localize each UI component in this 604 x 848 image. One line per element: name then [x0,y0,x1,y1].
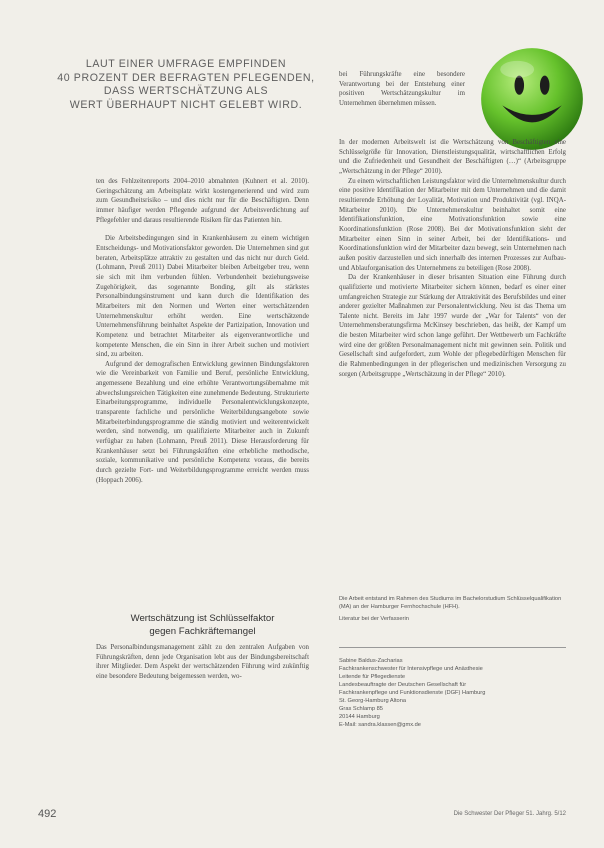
address-line: Landesbeauftragte der Deutschen Gesellschaft für [339,682,467,688]
address-line: Leitende für Pflegedienste [339,674,406,680]
address-line: Sabine Baldus-Zacharias [339,658,403,664]
left-column-lower [96,643,309,682]
pull-quote-line: DASS WERTSCHÄTZUNG ALS [103,85,269,98]
right-column [339,138,566,379]
paragraph: In der modernen Arbeitswelt ist die Wertschätzung von Beschäftigten eine Schlüsselgröße für Innovation, Dienstleistungsqualität, wirtschaftlichen Erfolg und die Zufriedenheit und Gesundheit der Beschäftigten (…)“ (Arbeitsgruppe „Wertschätzung in der Pflege“ 2010). [339,139,566,175]
paragraph: ten des Fehlzeitenreports 2004–2010 abmahnten (Kuhnert et al. 2010). Geringschätzung am Arbeitsplatz wirkt kostengenerierend und wird zum zum Gesundheitsrisiko – und dies nicht nur für die Beschäftigten. Denn immer häufiger werden Pflegende aufgrund der Arbeitsverdichtung auf Pflegefehler und daraus resultierende Risiken für das Patienten hin. [96,178,309,224]
address-line: Fachkrankenpflege und Funktionsdienste (DGF) Hamburg [339,690,486,696]
pull-quote-line: 40 PROZENT DER BEFRAGTEN PFLEGENDEN, [57,71,315,84]
running-footer: Die Schwester Der Pfleger 51. Jahrg. 5/12 [453,811,566,817]
address-email: E-Mail: sandra.klassen@gmx.de [339,722,421,728]
address-line: St. Georg-Hamburg Altona [339,698,407,704]
smiley-face-icon [479,46,585,152]
paragraph: Zu einem wirtschaftlichen Leistungsfaktor wird die Unternehmenskultur durch eine positive Identifikation der Mitarbeiter mit dem Unternehmen und die damit resultierende Erhöhung der Loyalität, Motivation und Produktivität (vgl. INQA-Mitarbeiter 2010). Die Unternehmenskultur beinhaltet somit eine Identifikationsfunktion, eine Motivationsfunktion sowie eine Koordinationsfunktion (Rose 2008). Bei der Motivationsfunktion sieht der Mitarbeiter einen Sinn in seiner Arbeit, bei der Identifikations- und Koordinationsfunktion wird der Mitarbeiter dazu bewegt, sein Unternehmen nach außen positiv darzustellen und sich innerhalb des internen Prozesses zur Aufbau- und Ablauforganisation des Unternehmens zu beteiligen (Rose 2008). [339,177,566,272]
literature-note: Literatur bei der Verfasserin [339,616,409,622]
right-column-top [339,70,465,109]
pull-quote [38,58,334,112]
address-line: 20144 Hamburg [339,714,380,720]
address-line: Fachkrankenschwester für Intensivpflege und Anästhesie [339,666,483,672]
pull-quote-line: WERT ÜBERHAUPT NICHT GELEBT WIRD. [69,98,303,111]
section-heading-line: gegen Fachkräftemangel [149,625,256,637]
author-address [339,657,566,729]
paragraph: Die Arbeitsbedingungen sind in Krankenhäusern zu einem wichtigen Entscheidungs- und Motivationsfaktor geworden. Die Unternehmen sind gut beraten, Arbeitsplätze attraktiv zu gestalten und das nicht nur durch Geld. (Lohmann, Preuß 2011) Dabei Mitarbeiter bleiben Arbeitgeber treu, wenn sie sich mit ihm verbunden fühlen. Verbundenheit beziehungsweise Zugehörigkeit, das sogenannte Bonding, gilt als stärkstes Personalbindungsinstrument und kann durch die Identifikation des Mitarbeiters mit den Normen und Werten einer wertschätzenden Unternehmenskultur erhöht werden. Eine wertschätzende Unternehmensführung beinhaltet Aspekte der Partizipation, Innovation und Kompetenz und betrachtet Mitarbeiter als eigenverantwortliche und kompetente Menschen, die ein Sinn in ihrer Arbeit suchen und motiviert sind, zu arbeiten. [96,235,309,359]
pull-quote-line: LAUT EINER UMFRAGE EMPFINDEN [85,58,287,70]
paragraph: Das Personalbindungsmanagement zählt zu den zentralen Aufgaben von Führungskräften, denn jede Organisation lebt aus der Bindungsbereitschaft ihrer Mitglieder. Dem Aspekt der wertschätzenden Führung wird zukünftig eine besondere Bedeutung beigemessen werden, wo- [96,644,309,680]
left-column [96,177,309,485]
paragraph: Aufgrund der demografischen Entwicklung gewinnen Bindungsfaktoren wie die Vereinbarkeit von Familie und Beruf, persönliche Entwicklung, angemessene Bezahlung und eine erhöhte Verantwortungsübernahme mit abwechslungsreichen Tätigkeiten eine zunehmende Bedeutung. Strukturierte Einarbeitungsprogramme, individuelle Personalentwicklungskonzepte, transparente fachliche und persönliche Weiterbildungsangebote sowie Mitarbeiterbindungsprogramme die ständig motiviert und weiterentwickelt werden, sind notwendig, um qualifizierte Mitarbeiter auch in Zukunft verfügbar zu haben (Lohmann, Preuß 2011). Diese Herausforderung für Krankenhäuser setzt bei Führungskräften eine erhebliche methodische, soziale, kommunikative und persönliche Kompetenz voraus, die bereits durch gezielte Fort- und Weiterbildungsprogramme erreicht werden muss (Hoppach 2006). [96,360,309,484]
divider [339,647,566,648]
address-line: Gras Schlamp 85 [339,706,383,712]
footnote-text: Die Arbeit entstand im Rahmen des Studiums im Bachelorstudium Schlüsselqualifikation (MA) an der Hamburger Fernhochschule (HFH). [339,596,562,610]
paragraph: Da der Krankenhäuser in dieser brisanten Situation eine Führung durch qualifizierte und motivierte Mitarbeiter sichern können, bedarf es einer einer umfangreichen Strategie zur Stärkung der Attraktivität des Berufsbildes und einer anderer gezielter Maßnahmen zur Personalentwicklung. Neu ist das Thema um Talente nicht. Bereits im Jahr 1997 wurde der „War for Talents“ von der Unternehmensberatungsfirma McKinsey beschrieben, das heißt, der Kampf um die besten Mitarbeiter wird schon lange geführt. Der Wettbewerb um Fachkräfte wird eine der größten Personalmanagement nicht mit gewinnen sein. Politik und Gesellschaft sind aufgefordert, zum Wohle der pflegebedürftigen Menschen für die Rahmenbedingungen in der pflegerischen und medizinischen Versorgung zu sorgen (Arbeitsgruppe „Wertschätzung in der Pflege“ 2010). [339,274,566,378]
section-heading-line: Wertschätzung ist Schlüsselfaktor [130,613,275,624]
paragraph: bei Führungskräfte eine besondere Verantwortung bei der Entstehung einer positiven Wertschätzungskultur im Unternehmen übernehmen müssen. [339,71,465,107]
section-heading [96,613,309,638]
footnote [339,595,566,627]
page-number: 492 [38,808,57,820]
